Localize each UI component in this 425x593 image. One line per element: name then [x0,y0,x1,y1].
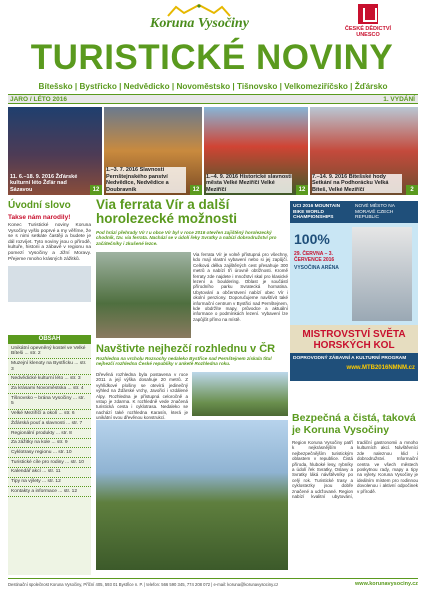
toc-item[interactable]: Nedvědické kulturní léto ... str. 3 [8,375,91,385]
article1-photo [96,252,191,338]
article3-headline: Bezpečná a čistá, taková je Koruna Vysočiny [292,412,416,436]
edition-bar [8,94,418,104]
toc-item[interactable]: Kalendář akcí ... str. 11 [8,468,91,478]
ad-days: 100% [294,231,330,247]
org-label: ČESKÉ DĚDICTVÍ UNESCO [344,26,392,38]
toc-item[interactable]: Tipy na výlety ... str. 12 [8,478,91,488]
toc-item[interactable]: Za zážitky na kole ... str. 9 [8,439,91,449]
toc-list [8,344,91,497]
intro-section [8,200,91,302]
toc-item[interactable]: Žďárská pouť a slavnosti ... str. 7 [8,419,91,429]
photo-page: 2 [406,185,418,195]
toc-item[interactable]: Kontakty a informace ... str. 12 [8,487,91,497]
toc [8,335,91,575]
article3-body: Region Koruna Vysočiny patří k nejkrásnějším a nejbezpečnějším turistickým oblastem v republice. Čistá příroda, hluboké lesy, rybníky a údolí řek Svratky, Oslavy a Svratky láká návštěvníky po celý rok. Turistické trasy a cyklostezky jsou dobře značené a udržované. Region nabízí kvalitní ubytování, tradiční gastronomii a mnoho kulturních akcí. Návštěvníci zde naleznou klid i dobrodružství. Informační centra ve všech městech poskytnou rady, mapy a tipy na výlety. Koruna Vysočiny je ideálním místem pro rodinnou dovolenou i aktivní odpočinek v přírodě. [292,440,418,500]
article2-lead: Rozhledna na vrcholu Rozsochy nedaleko Bystřice nad Pernštejnem získala titul nejhezčí rozhledna České republiky v anketě Rozhledna roku. [96,356,272,367]
masthead-title: TURISTICKÉ NOVINY [30,38,394,77]
intro-photo [8,266,91,302]
intro-subtitle: Takse nám narodily! [8,214,71,221]
photo-event-2 [104,107,202,195]
ad-venue: VYSOČINA ARÉNA [294,265,339,271]
photo-page: 12 [90,185,102,195]
article2-photo [96,420,288,570]
ad-sub: DOPROVODNÝ ZÁBAVNÍ A KULTURNÍ PROGRAM [293,356,407,361]
photo-event-1 [8,107,102,195]
toc-item[interactable]: Unikátní opevněný kostel ve Velké Bíteši ... str. 2 [8,344,91,359]
ad-header [290,201,418,223]
footer-url[interactable]: www.korunavysociny.cz [355,581,418,587]
masthead-towns: Bítešsko | Bystřicko | Nedvědicko | Novoměstsko | Tišnovsko | Velkomeziříčsko | Žďársko [38,82,388,91]
toc-item[interactable]: Za krásami Novoměstska ... str. 4 [8,385,91,395]
toc-item[interactable]: Regionální produkty ... str. 8 [8,429,91,439]
page-footer [8,578,418,590]
intro-text: Konec Turistické noviny Koruna Vysočiny vyšlo poprvé a my věříme, že se s nimi setkáte častěji a budete je dál rozvíjet. Tyto noviny jsou o přírodě, kultuře, historii a zábavě v regionu na pomezí Vysočiny a Jižní Moravy. Přejeme mnoho krásných zážitků. [8,223,91,262]
toc-item[interactable]: Turistické cíle pro rodiny ... str. 10 [8,458,91,468]
article1-lead: Pod hrází přehrady Vír I u obce Vír byl v roce 2016 otevřen zajištěný horolezecký chodník, tzv. via ferrata. Nachází se v údolí řeky Svratky a nabízí dobrodružství pro začátečníky i zkušené lezce. [96,230,277,246]
ad-rider-photo [352,227,412,321]
photo-caption: 1.–3. 7. 2016 Slavnosti Pernštejnského panství Nedvědice, Nedvědice a Doubravník [106,167,186,193]
castle-icon [358,4,378,24]
mtb-ad[interactable] [290,201,418,381]
season-label: JARO / LÉTO 2016 [10,96,67,103]
toc-item[interactable]: Cyklotrasy regionu ... str. 10 [8,448,91,458]
photo-page: 12 [190,185,202,195]
photo-caption: 1.–4. 9. 2016 Historické slavnosti města Velké Meziříčí Velké Meziříčí [206,173,292,193]
ad-footer [290,353,418,381]
article2-photo-top [192,372,288,416]
photo-caption: 11. 6.–18. 9. 2016 Žďárské kulturní léto Žďár nad Sázavou [10,173,78,193]
ad-url[interactable]: www.MTB2016NMNM.cz [346,365,415,371]
ad-title: MISTROVSTVÍ SVĚTA HORSKÝCH KOL [290,325,418,355]
toc-item[interactable]: Velké Meziříčí a okolí ... str. 6 [8,410,91,420]
ad-dates: 29. ČERVNA – 3. ČERVENCE 2016 [294,251,335,263]
toc-item[interactable]: Tišnovsko – brána Vysočiny ... str. 5 [8,394,91,409]
article1-body: Via ferrata Vír je volně přístupná pro všechny, kdo mají vlastní vybavení nebo si jej zapůjčí. Celková délka zajištěných cest přesahuje 300 metrů a nabízí tři úrovně obtížnosti. Kromě ferraty zde najdete i množství skal pro klasické lezení a bouldering. Oblast je součástí přírodního parku Svratecká hornatina. Ubytování a občerstvení nabízí obec Vír i okolní penziony. Doporučujeme navštívit také informační centrum v Bystřici nad Pernštejnem, kde obdržíte mapy, průvodce a aktuální informace o podmínkách lezení. Vybavení lze zapůjčit přímo na místě. [193,252,288,322]
footer-contact: Destinační společnost Koruna Vysočiny, Příční 405, 593 01 Bystřice n. P. | telefon: 566 590 345, 774 208 072 | e-mail: koruna@korunavysociny.cz [8,582,279,587]
brand-name: Koruna Vysočiny [150,16,249,31]
photo-page: 12 [296,185,308,195]
photo-event-3 [204,107,308,195]
photo-event-4 [310,107,418,195]
intro-title: Úvodní slovo [8,200,71,211]
brand-logo [128,4,293,38]
edition-label: 1. VYDÁNÍ [383,96,415,103]
ad-top: UCI 2016 MOUNTAIN BIKE WORLD CHAMPIONSHIPS [293,204,341,221]
article2-body: Dřevěná rozhledna byla postavena v roce 2011 a její výška dosahuje 20 metrů. Z vyhlídkové plošiny se otevírá jedinečný výhled na Žďárské vrchy, Javořici i vzdálené Alpy. Rozhledna je přístupná celoročně a vstup je zdarma. K rozhledně vede značená turistická cesta i cyklotrasa. Nedaleko se nachází také rozhledna Karasín, která je unikátní svou dřevěnou konstrukcí. [96,372,188,421]
toc-heading: OBSAH [8,335,91,344]
ad-top2: NOVÉ MĚSTO NA MORAVĚ CZECH REPUBLIC [355,204,395,221]
photo-caption: 7.–14. 9. 2016 Bítešské hody Setkání na Podhorácku Velká Bíteš, Velké Meziříčí [312,174,402,194]
article1-headline: Via ferrata Vír a další horolezecké možnosti [96,197,238,226]
article2-headline: Navštivte nejhezčí rozhlednu v ČR [96,343,276,355]
toc-item[interactable]: Muzejní klenoty na Bystřicku ... str. 3 [8,359,91,374]
